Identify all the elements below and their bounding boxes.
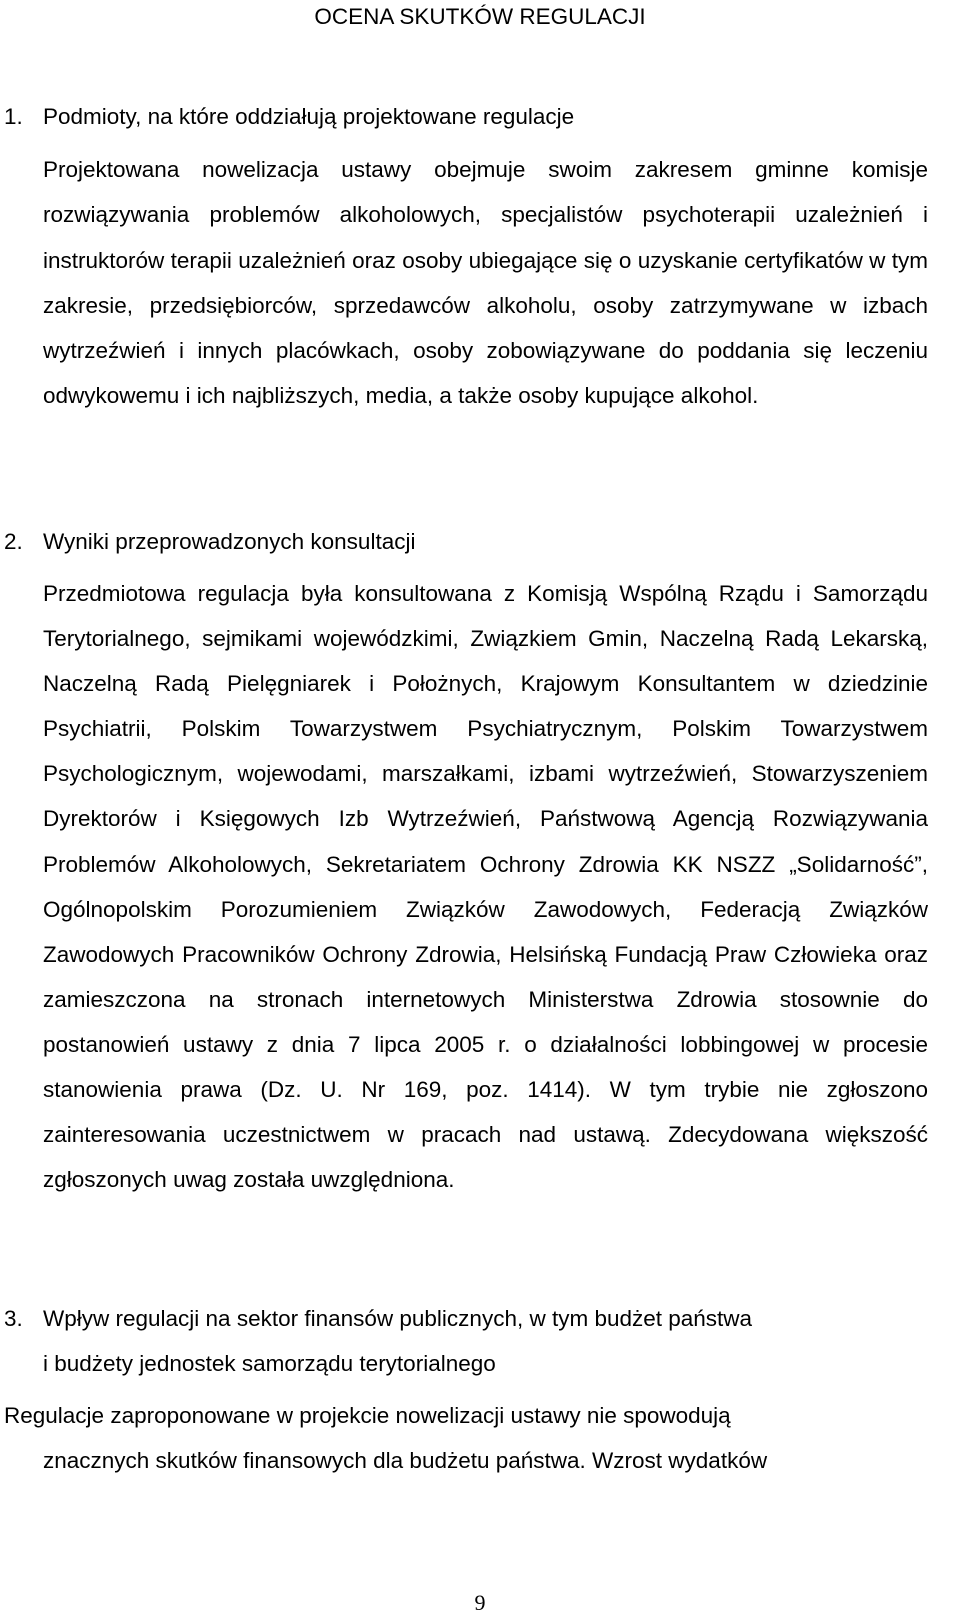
section-1-title: Podmioty, na które oddziałują projektowane regulacje (43, 104, 575, 129)
section-3-body (4, 1393, 928, 1483)
section-2-number: 2. (4, 529, 23, 554)
section-1-body: Projektowana nowelizacja ustawy obejmuje swoim zakresem gminne komisje rozwiązywania problemów alkoholowych, specjalistów psychoterapii uzależnień i instruktorów terapii uzależnień oraz osoby ubiegające się o uzyskanie certyfikatów w tym zakresie, przedsiębiorców, sprzedawców alkoholu, osoby zatrzymywane w izbach wytrzeźwień i innych placówkach, osoby zobowiązywane do poddania się leczeniu odwykowemu i ich najbliższych, media, a także osoby kupujące alkohol. (43, 157, 928, 409)
section-3-number: 3. (4, 1306, 23, 1331)
section-2-title: Wyniki przeprowadzonych konsultacji (43, 529, 416, 554)
section-3-title-line2: i budżety jednostek samorządu terytorialnego (43, 1351, 496, 1376)
section-1-number: 1. (4, 104, 23, 129)
section-3-body-continuation: znacznych skutków finansowych dla budżetu państwa. Wzrost wydatków (43, 1448, 768, 1473)
section-3-title-line1: Wpływ regulacji na sektor finansów publicznych, w tym budżet państwa (43, 1306, 753, 1331)
page-number: 9 (474, 1590, 486, 1615)
section-3-body-first-line: Regulacje zaproponowane w projekcie nowelizacji ustawy nie spowodują (4, 1403, 731, 1428)
page-title: OCENA SKUTKÓW REGULACJI (314, 4, 646, 29)
section-2-body: Przedmiotowa regulacja była konsultowana z Komisją Wspólną Rządu i Samorządu Terytorialnego, sejmikami wojewódzkimi, Związkiem Gmin, Naczelną Radą Lekarską, Naczelną Radą Pielęgniarek i Położnych, Krajowym Konsultantem w dziedzinie Psychiatrii, Polskim Towarzystwem Psychiatrycznym, Polskim Towarzystwem Psychologicznym, wojewodami, marszałkami, izbami wytrzeźwień, Stowarzyszeniem Dyrektorów i Księgowych Izb Wytrzeźwień, Państwową Agencją Rozwiązywania Problemów Alkoholowych, Sekretariatem Ochrony Zdrowia KK NSZZ „Solidarność”, Ogólnopolskim Porozumieniem Związków Zawodowych, Federacją Związków Zawodowych Pracowników Ochrony Zdrowia, Helsińską Fundacją Praw Człowieka oraz zamieszczona na stronach internetowych Ministerstwa Zdrowia stosownie do postanowień ustawy z dnia 7 lipca 2005 r. o działalności lobbingowej w procesie stanowienia prawa (Dz. U. Nr 169, poz. 1414). W tym trybie nie zgłoszono zainteresowania uczestnictwem w pracach nad ustawą. Zdecydowana większość zgłoszonych uwag została uwzględniona. (43, 581, 928, 1193)
